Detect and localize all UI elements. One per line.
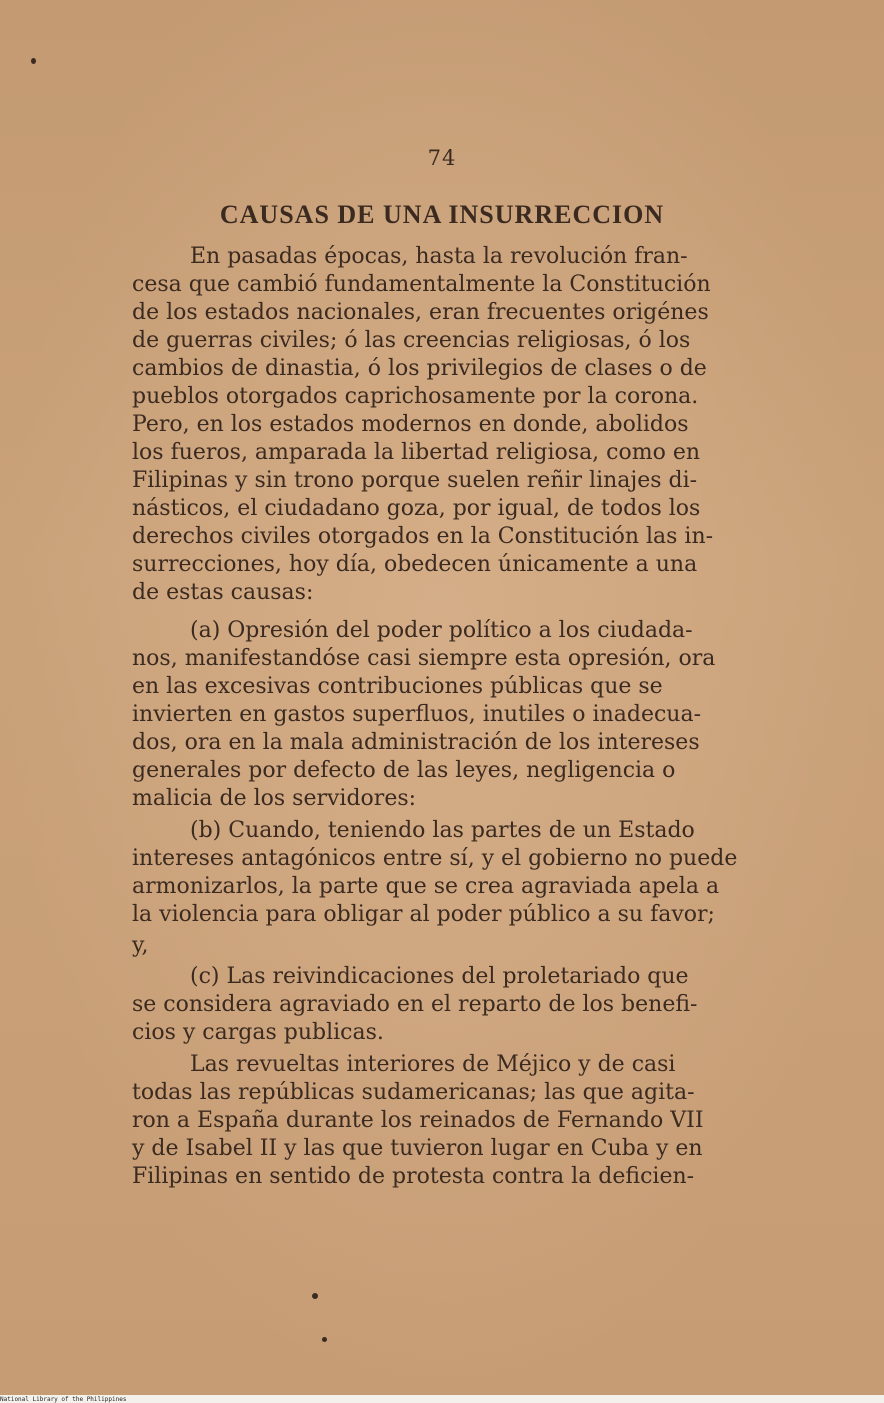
text-line: Filipinas y sin trono porque suelen reñir linajes di- [132,468,698,493]
ink-speck [312,1293,318,1299]
ink-speck [31,58,36,64]
text-line: invierten en gastos superfluos, inutiles o inadecua- [132,702,702,727]
text-line: (c) Las reivindicaciones del proletariado que [190,964,689,989]
text-line: todas las repúblicas sudamericanas; las que agita- [132,1080,695,1105]
text-line: cesa que cambió fundamentalmente la Constitución [132,272,711,297]
text-line: y, [132,933,149,958]
text-line: derechos civiles otorgados en la Constitución las in- [132,524,714,549]
text-line: Las revueltas interiores de Méjico y de casi [190,1052,676,1077]
text-line: de guerras civiles; ó las creencias religiosas, ó los [132,328,691,353]
text-line: ron a España durante los reinados de Fernando VII [132,1108,704,1133]
text-line: de estas causas: [132,580,314,605]
text-line: en las excesivas contribuciones públicas que se [132,674,663,699]
text-line: (b) Cuando, teniendo las partes de un Estado [190,818,695,843]
text-line: se considera agraviado en el reparto de los benefi- [132,992,698,1017]
text-line: dos, ora en la mala administración de los intereses [132,730,700,755]
text-line: Filipinas en sentido de protesta contra la deficien- [132,1164,695,1189]
text-line: En pasadas épocas, hasta la revolución fran- [190,244,688,269]
text-line: intereses antagónicos entre sí, y el gobierno no puede [132,846,738,871]
text-line: cios y cargas publicas. [132,1020,384,1045]
footer-credit: National Library of the Philippines [0,1396,127,1403]
text-line: násticos, el ciudadano goza, por igual, de todos los [132,496,701,521]
text-line: nos, manifestandóse casi siempre esta opresión, ora [132,646,716,671]
text-line: generales por defecto de las leyes, negligencia o [132,758,676,783]
text-line: pueblos otorgados caprichosamente por la corona. [132,384,699,409]
text-line: (a) Opresión del poder político a los ciudada- [190,618,693,643]
page-number: 74 [427,146,457,170]
text-line: y de Isabel II y las que tuvieron lugar en Cuba y en [132,1136,703,1161]
text-line: de los estados nacionales, eran frecuentes origénes [132,300,709,325]
text-line: malicia de los servidores: [132,786,417,811]
ink-speck [322,1337,327,1342]
text-line: la violencia para obligar al poder público a su favor; [132,902,715,927]
text-line: cambios de dinastia, ó los privilegios de clases o de [132,356,707,381]
text-line: surrecciones, hoy día, obedecen únicamente a una [132,552,698,577]
text-line: Pero, en los estados modernos en donde, abolidos [132,412,689,437]
page-title: CAUSAS DE UNA INSURRECCION [219,200,665,229]
text-line: los fueros, amparada la libertad religiosa, como en [132,440,701,465]
text-line: armonizarlos, la parte que se crea agraviada apela a [132,874,720,899]
